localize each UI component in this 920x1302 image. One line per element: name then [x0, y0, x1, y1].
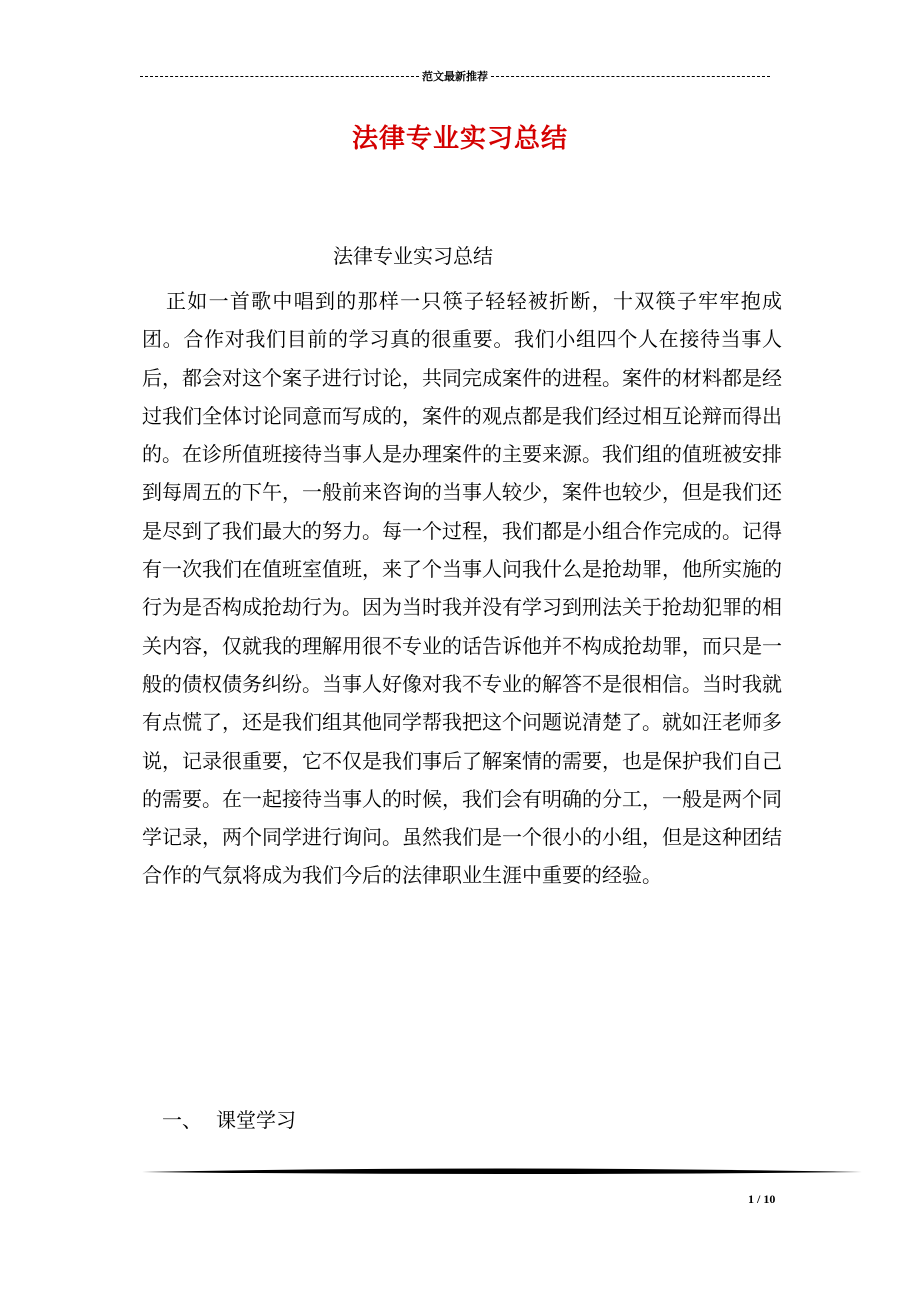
body-paragraph: 正如一首歌中唱到的那样一只筷子轻轻被折断，十双筷子牢牢抱成团。合作对我们目前的学习真的很重要。我们小组四个人在接待当事人后，都会对这个案子进行讨论，共同完成案件的进程。案件的材料都是经过我们全体讨论同意而写成的，案件的观点都是我们经过相互论辩而得出的。在诊所值班接待当事人是办理案件的主要来源。我们组的值班被安排到每周五的下午，一般前来咨询的当事人较少，案件也较少，但是我们还是尽到了我们最大的努力。每一个过程，我们都是小组合作完成的。记得有一次我们在值班室值班，来了个当事人问我什么是抢劫罪，他所实施的行为是否构成抢劫行为。因为当时我并没有学习到刑法关于抢劫犯罪的相关内容，仅就我的理解用很不专业的话告诉他并不构成抢劫罪，而只是一般的债权债务纠纷。当事人好像对我不专业的解答不是很相信。当时我就有点慌了，还是我们组其他同学帮我把这个问题说清楚了。就如汪老师多说，记录很重要，它不仅是我们事后了解案情的需要，也是保护我们自己的需要。在一起接待当事人的时候，我们会有明确的分工，一般是两个同学记录，两个同学进行询问。虽然我们是一个很小的小组，但是这种团结合作的气氛将成为我们今后的法律职业生涯中重要的经验。	[142, 289, 782, 888]
footer-rule-line	[142, 1169, 862, 1175]
header-dash-left	[140, 76, 419, 77]
document-title: 法律专业实习总结	[351, 124, 568, 154]
section-number: 一、	[162, 1108, 202, 1132]
document-subtitle: 法律专业实习总结	[333, 244, 493, 268]
page-number: 1 / 10	[748, 1192, 776, 1206]
page-header	[140, 66, 770, 86]
section-title: 课堂学习	[216, 1108, 296, 1132]
header-label: 范文最新推荐	[422, 70, 488, 83]
section-heading	[162, 1104, 296, 1133]
header-dash-right	[491, 76, 770, 77]
footer-rule	[142, 1165, 862, 1179]
